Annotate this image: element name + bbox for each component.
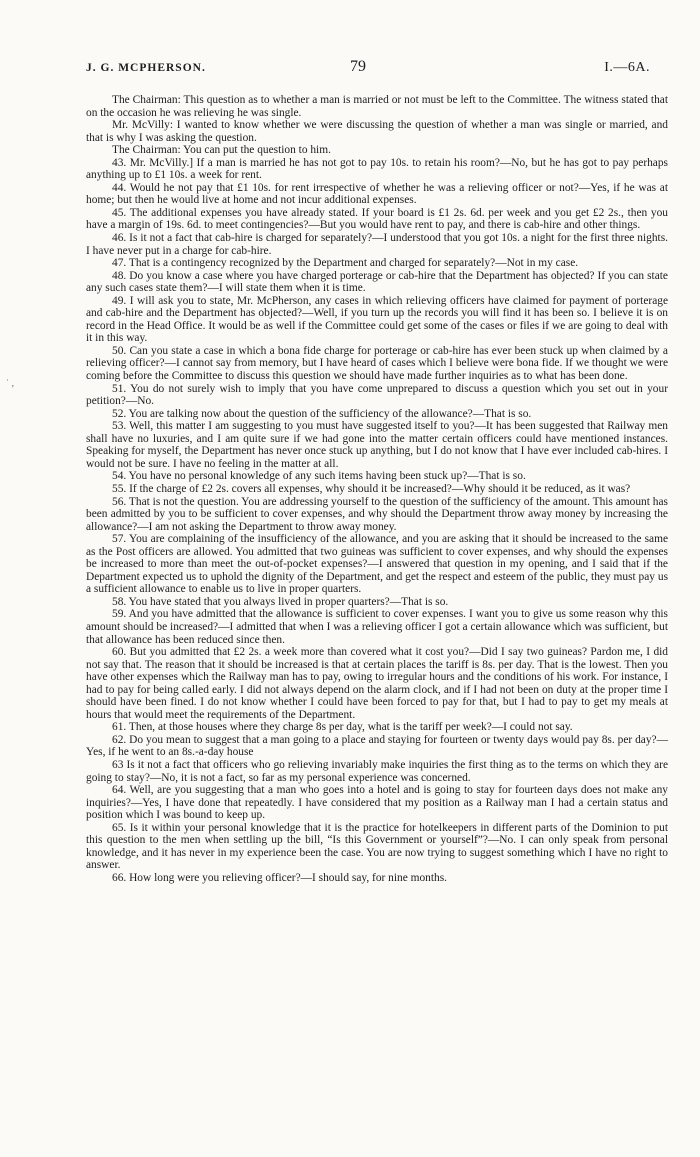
transcript-paragraph: 49. I will ask you to state, Mr. McPherson, any cases in which relieving officers have claimed for payment of porterage and cab-hire and the Department has objected?—Well, if you turn up the records you will find it has been so. I believe it is on record in the Head Office. It would be as well if the Committee could get some of the cases or files if we are going to deal with it in this way. (86, 294, 668, 345)
transcript-paragraph: 62. Do you mean to suggest that a man going to a place and staying for fourteen or twenty days would pay 8s. per day?—Yes, if he went to an 8s.-a-day house (86, 733, 668, 759)
page-number: 79 (350, 58, 366, 75)
transcript-paragraph: The Chairman: This question as to whether a man is married or not must be left to the Committee. The witness stated that on the occasion he was relieving he was single. (86, 94, 668, 119)
header-witness-name: J. G. MCPHERSON. (86, 62, 206, 74)
margin-mark: ˙ ‚ (6, 378, 15, 388)
transcript-paragraph: 59. And you have admitted that the allowance is sufficient to cover expenses. I want you to give us some reason why this amount should be increased?—I admitted that when I was a relieving officer I got a certain allowance which was sufficient, but that allowance has been reduced since then. (86, 608, 668, 646)
transcript-paragraph: 53. Well, this matter I am suggesting to you must have suggested itself to you?—It has been suggested that Railway men shall have no luxuries, and I am quite sure if we had gone into the matter certain officers could have mentioned instances. Speaking for myself, the Department has never once stuck up anything, but I do not know that I have ever included cab-hires. I would not be sure. I have no feeling in the matter at all. (86, 420, 668, 470)
transcript-paragraph: 48. Do you know a case where you have charged porterage or cab-hire that the Department has objected? If you can state any such cases state them?—I will state them when it is time. (86, 269, 668, 295)
transcript-paragraph: 56. That is not the question. You are addressing yourself to the question of the sufficiency of the amount. This amount has been admitted by you to be sufficient to cover expenses, and why should the Department throw away money by increasing the allowance?—I am not asking the Department to throw away money. (86, 495, 668, 533)
transcript-paragraph: 58. You have stated that you always lived in proper quarters?—That is so. (112, 595, 449, 608)
transcript-paragraph: Mr. McVilly: I wanted to know whether we were discussing the question of whether a man was single or married, and that is why I was asking the question. (86, 119, 668, 144)
transcript-paragraph: 44. Would he not pay that £1 10s. for rent irrespective of whether he was a relieving officer or not?—Yes, if he was at home; but then he would live at home and not incur additional expenses. (86, 181, 668, 207)
transcript-paragraph: 47. That is a contingency recognized by the Department and charged for separately?—Not in my case. (112, 257, 579, 270)
transcript-paragraph: 61. Then, at those houses where they charge 8s per day, what is the tariff per week?—I could not say. (112, 721, 573, 734)
transcript-body (86, 94, 668, 884)
transcript-paragraph: 51. You do not surely wish to imply that you have come unprepared to discuss a question which you set out in your petition?—No. (86, 382, 668, 408)
document-reference: I.—6A. (604, 60, 650, 75)
transcript-paragraph: 65. Is it within your personal knowledge that it is the practice for hotelkeepers in different parts of the Dominion to put this question to the men when settling up the bill, “Is this Government or yourself”?—No. I can only speak from personal knowledge, and it has never in my experience been the case. You are now trying to suggest something which I have no right to answer. (86, 821, 668, 872)
transcript-paragraph: 45. The additional expenses you have already stated. If your board is £1 2s. 6d. per week and you get £2 2s., then you have a margin of 19s. 6d. to meet contingencies?—But you would have rent to pay, and there is cab-hire and other things. (86, 206, 668, 232)
transcript-paragraph: 55. If the charge of £2 2s. covers all expenses, why should it be increased?—Why should it be reduced, as it was? (112, 482, 631, 495)
page-header (86, 58, 650, 80)
transcript-paragraph: 54. You have no personal knowledge of any such items having been stuck up?—That is so. (112, 470, 526, 483)
transcript-paragraph: 57. You are complaining of the insufficiency of the allowance, and you are asking that it should be increased to the same as the Post officers are allowed. You admitted that two guineas was sufficient to cover expenses, and why should the expenses be increased to more than meet the out-of-pocket expenses?—I answered that question in my opening, and I said that if the Department expected us to uphold the dignity of the Department, and get the respect and esteem of the public, they must pay us a sufficient allowance to enable us to live in proper quarters. (86, 533, 668, 596)
transcript-paragraph: 46. Is it not a fact that cab-hire is charged for separately?—I understood that you got 10s. a night for the first three nights. I have never put in a charge for cab-hire. (86, 232, 668, 257)
transcript-paragraph: 63 Is it not a fact that officers who go relieving invariably make inquiries the first thing as to the terms on which they are going to stay?—No, it is not a fact, so far as my personal experience was concerned. (86, 758, 668, 784)
transcript-paragraph: 52. You are talking now about the question of the sufficiency of the allowance?—That is so. (112, 407, 532, 420)
transcript-paragraph: 66. How long were you relieving officer?—I should say, for nine months. (112, 871, 447, 884)
transcript-paragraph: 50. Can you state a case in which a bona fide charge for porterage or cab-hire has ever been stuck up when claimed by a relieving officer?—I cannot say from memory, but I have heard of cases which I believe were bona fide. If we thought we were coming before the Committee to discuss this question we should have made further inquiries as to what has been done. (86, 344, 668, 383)
transcript-paragraph: 60. But you admitted that £2 2s. a week more than covered what it cost you?—Did I say two guineas? Pardon me, I did not say that. The reason that it should be increased is that at certain places the tariff is 8s. per day. That is the lowest. Then you have other expenses which the Railway man has to pay, owing to irregular hours and the conditions of his work. For instance, I had to pay for being called early. I did not always depend on the alarm clock, and if I had not been on duty at the proper time I should have been fined. I do not know whether I could have been forced to pay for that, but I had to pay to get my meals at hours that would meet the requirements of the Department. (86, 646, 668, 721)
transcript-paragraph: The Chairman: You can put the question to him. (112, 144, 331, 157)
transcript-paragraph: 43. Mr. McVilly.] If a man is married he has not got to pay 10s. to retain his room?—No, but he has got to pay perhaps anything up to £1 10s. a week for rent. (86, 156, 668, 182)
transcript-paragraph: 64. Well, are you suggesting that a man who goes into a hotel and is going to stay for fourteen days does not make any inquiries?—Yes, I have done that repeatedly. I have considered that my position as a Railway man I had a certain status and position which I was bound to keep up. (86, 784, 668, 822)
